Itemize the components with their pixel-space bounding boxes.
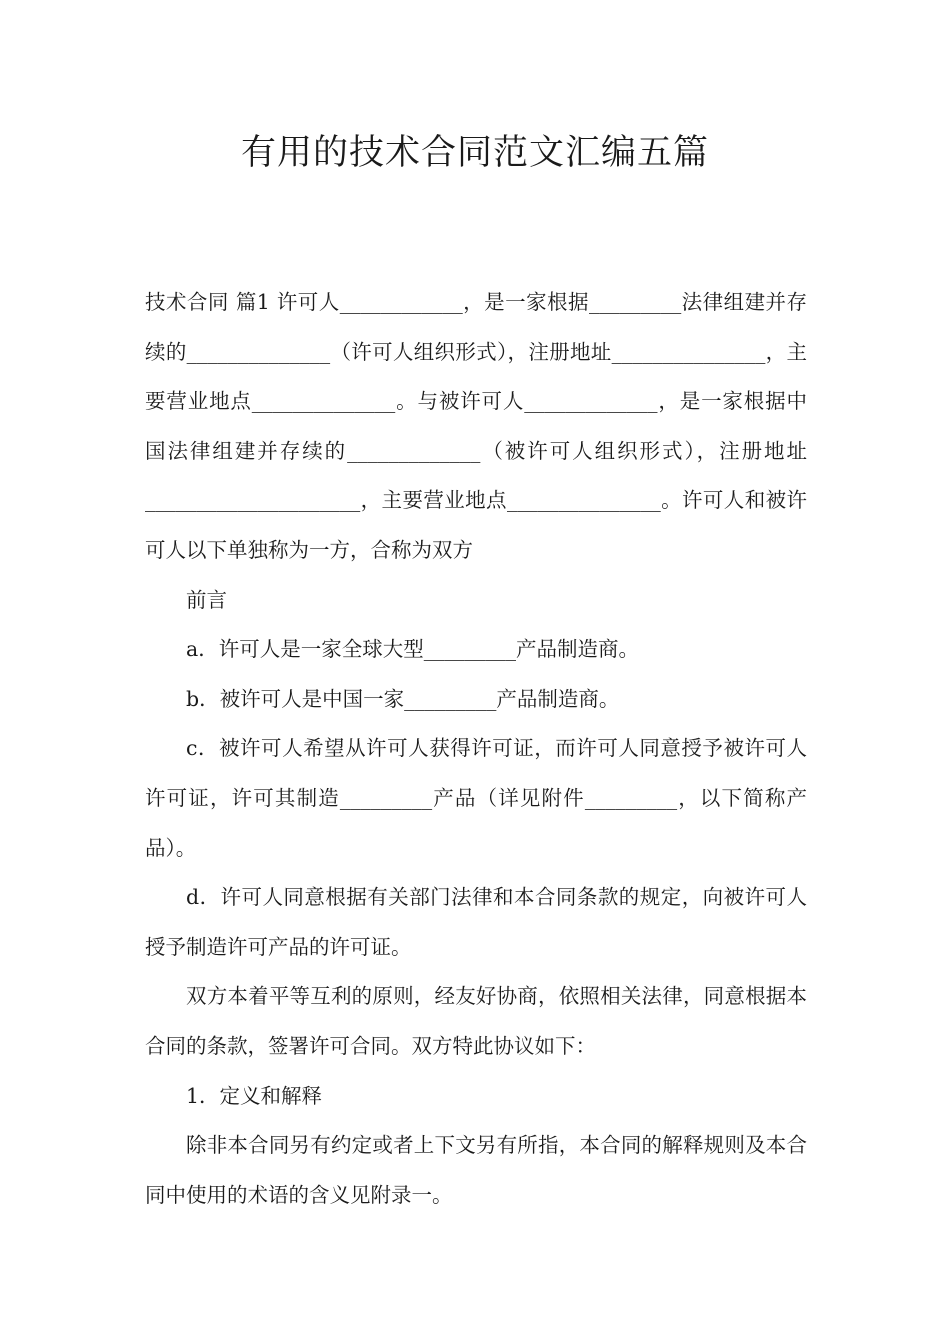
- agreement-statement: 双方本着平等互利的原则，经友好协商，依照相关法律，同意根据本合同的条款，签署许可合同。双方特此协议如下：: [145, 984, 807, 1058]
- section-1-body: 除非本合同另有约定或者上下文另有所指，本合同的解释规则及本合同中使用的术语的含义见附录一。: [145, 1133, 807, 1207]
- clause-a: a．许可人是一家全球大型_________产品制造商。: [186, 637, 639, 662]
- preamble-heading: 前言: [186, 587, 227, 612]
- clause-d: d．许可人同意根据有关部门法律和本合同条款的规定，向被许可人授予制造许可产品的许可证。: [145, 885, 807, 959]
- intro-paragraph: 技术合同 篇1 许可人____________，是一家根据_________法律组建并存续的______________（许可人组织形式），注册地址_______________，主要营业地点______________。与被许可人_____________，是一家根据中国法律组建并存续的_____________（被许可人组织形式），注册地址_____________________，主要营业地点_______________。许可人和被许可人以下单独称为一方，合称为双方: [145, 290, 807, 562]
- clause-b: b．被许可人是中国一家_________产品制造商。: [186, 686, 620, 711]
- document-title: 有用的技术合同范文汇编五篇: [240, 133, 709, 173]
- clause-c: c．被许可人希望从许可人获得许可证，而许可人同意授予被许可人许可证，许可其制造_________产品（详见附件_________，以下简称产品）。: [145, 736, 807, 860]
- section-1-heading: 1．定义和解释: [186, 1083, 323, 1108]
- document-body: [145, 278, 807, 1220]
